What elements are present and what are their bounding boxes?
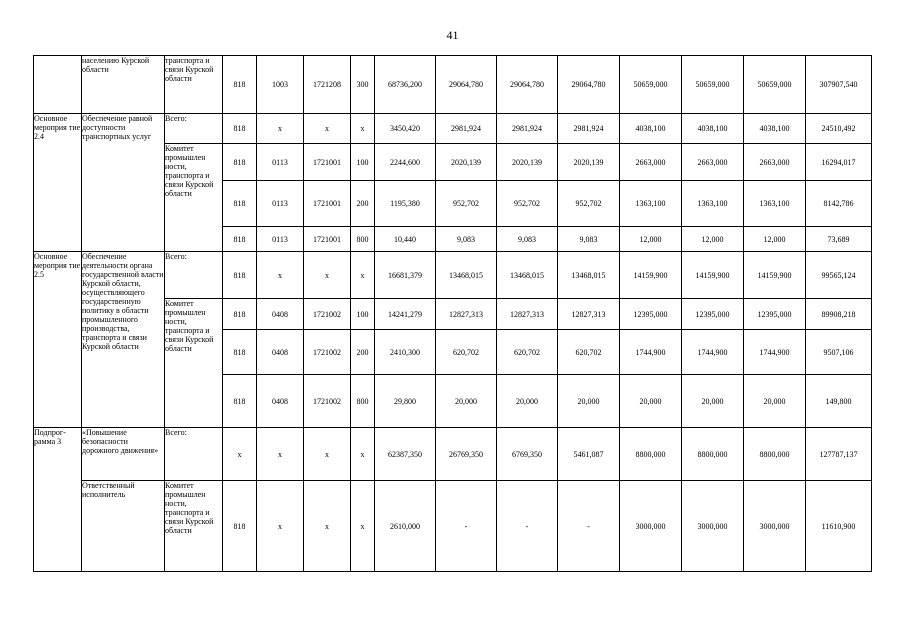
vr-cell: х xyxy=(351,252,375,299)
measure-cell xyxy=(34,56,82,114)
amount-cell: 50659,000 xyxy=(744,56,806,114)
amount-cell: 16681,379 xyxy=(375,252,436,299)
total-cell: 9507,106 xyxy=(806,330,872,375)
vr-cell: 200 xyxy=(351,181,375,227)
amount-cell: 2020,139 xyxy=(436,144,497,181)
vr-cell: х xyxy=(351,114,375,144)
amount-cell: 29064,780 xyxy=(436,56,497,114)
grbs-cell: 818 xyxy=(223,144,257,181)
amount-cell: 68736,200 xyxy=(375,56,436,114)
amount-cell: 10,440 xyxy=(375,227,436,252)
amount-cell: 2663,000 xyxy=(744,144,806,181)
amount-cell: 14241,279 xyxy=(375,299,436,330)
total-cell: 16294,017 xyxy=(806,144,872,181)
csr-cell: 1721002 xyxy=(304,375,351,428)
amount-cell: 20,000 xyxy=(744,375,806,428)
amount-cell: 29,800 xyxy=(375,375,436,428)
total-cell: 24510,492 xyxy=(806,114,872,144)
vr-cell: х xyxy=(351,481,375,572)
vr-cell: 100 xyxy=(351,299,375,330)
amount-cell: 1363,100 xyxy=(682,181,744,227)
amount-cell: 2981,924 xyxy=(436,114,497,144)
amount-cell: 1744,900 xyxy=(744,330,806,375)
table-row xyxy=(34,114,872,144)
amount-cell: 29064,780 xyxy=(497,56,558,114)
measure-cell: Подпрог- рамма 3 xyxy=(34,428,82,572)
amount-cell: 13468,015 xyxy=(436,252,497,299)
amount-cell: 12395,000 xyxy=(744,299,806,330)
vr-cell: х xyxy=(351,428,375,481)
grbs-cell: 818 xyxy=(223,299,257,330)
total-cell: 149,800 xyxy=(806,375,872,428)
amount-cell: 12827,313 xyxy=(497,299,558,330)
measure-name-cell: Обеспечение равной доступности транспортных услуг xyxy=(82,114,165,252)
csr-cell: х xyxy=(304,114,351,144)
vr-cell: 300 xyxy=(351,56,375,114)
measure-name-cell: населению Курской области xyxy=(82,56,165,114)
amount-cell: 2981,924 xyxy=(558,114,620,144)
amount-cell: 4038,100 xyxy=(682,114,744,144)
page-number: 41 xyxy=(446,28,459,42)
csr-cell: 1721001 xyxy=(304,144,351,181)
amount-cell: 20,000 xyxy=(558,375,620,428)
grbs-cell: 818 xyxy=(223,481,257,572)
amount-cell: 62387,350 xyxy=(375,428,436,481)
vr-cell: 200 xyxy=(351,330,375,375)
amount-cell: 3000,000 xyxy=(620,481,682,572)
csr-cell: 1721001 xyxy=(304,227,351,252)
executor-cell: Всего: xyxy=(165,252,223,299)
grbs-cell: 818 xyxy=(223,375,257,428)
amount-cell: 20,000 xyxy=(682,375,744,428)
amount-cell: 6769,350 xyxy=(497,428,558,481)
amount-cell: 2020,139 xyxy=(497,144,558,181)
executor-cell: Комитет промышлен ности, транспорта и связи Курской области xyxy=(165,144,223,252)
measure-name-cell: Ответственный исполнитель xyxy=(82,481,165,572)
vr-cell: 800 xyxy=(351,375,375,428)
amount-cell: 4038,100 xyxy=(744,114,806,144)
amount-cell: 12827,313 xyxy=(436,299,497,330)
csr-cell: 1721001 xyxy=(304,181,351,227)
amount-cell: 2410,300 xyxy=(375,330,436,375)
amount-cell: 8800,000 xyxy=(620,428,682,481)
csr-cell: х xyxy=(304,481,351,572)
amount-cell: 12,000 xyxy=(620,227,682,252)
amount-cell: 620,702 xyxy=(558,330,620,375)
amount-cell: 50659,000 xyxy=(620,56,682,114)
table-row xyxy=(34,481,872,572)
grbs-cell: 818 xyxy=(223,114,257,144)
csr-cell: 1721002 xyxy=(304,330,351,375)
amount-cell: 20,000 xyxy=(436,375,497,428)
rzpr-cell: х xyxy=(257,252,304,299)
amount-cell: 620,702 xyxy=(436,330,497,375)
amount-cell: 952,702 xyxy=(436,181,497,227)
amount-cell: - xyxy=(558,481,620,572)
rzpr-cell: 0408 xyxy=(257,330,304,375)
vr-cell: 800 xyxy=(351,227,375,252)
amount-cell: 20,000 xyxy=(497,375,558,428)
total-cell: 73,689 xyxy=(806,227,872,252)
rzpr-cell: х xyxy=(257,114,304,144)
amount-cell: 9,083 xyxy=(558,227,620,252)
amount-cell: 13468,015 xyxy=(558,252,620,299)
rzpr-cell: 0408 xyxy=(257,299,304,330)
amount-cell: 8800,000 xyxy=(744,428,806,481)
amount-cell: 2610,000 xyxy=(375,481,436,572)
amount-cell: 9,083 xyxy=(436,227,497,252)
rzpr-cell: х xyxy=(257,428,304,481)
amount-cell: 2981,924 xyxy=(497,114,558,144)
amount-cell: 952,702 xyxy=(558,181,620,227)
total-cell: 11610,900 xyxy=(806,481,872,572)
rzpr-cell: 0113 xyxy=(257,144,304,181)
amount-cell: 5461,087 xyxy=(558,428,620,481)
amount-cell: 14159,900 xyxy=(682,252,744,299)
table-row xyxy=(34,428,872,481)
total-cell: 127787,137 xyxy=(806,428,872,481)
amount-cell: 12,000 xyxy=(744,227,806,252)
amount-cell: 12395,000 xyxy=(682,299,744,330)
amount-cell: 1744,900 xyxy=(682,330,744,375)
grbs-cell: 818 xyxy=(223,252,257,299)
rzpr-cell: 0113 xyxy=(257,227,304,252)
grbs-cell: 818 xyxy=(223,181,257,227)
amount-cell: - xyxy=(497,481,558,572)
csr-cell: х xyxy=(304,252,351,299)
amount-cell: - xyxy=(436,481,497,572)
amount-cell: 8800,000 xyxy=(682,428,744,481)
table-row xyxy=(34,56,872,114)
csr-cell: 1721002 xyxy=(304,299,351,330)
amount-cell: 20,000 xyxy=(620,375,682,428)
budget-table xyxy=(33,55,872,572)
amount-cell: 2020,139 xyxy=(558,144,620,181)
total-cell: 99565,124 xyxy=(806,252,872,299)
amount-cell: 26769,350 xyxy=(436,428,497,481)
measure-cell: Основное мероприя тие 2.4 xyxy=(34,114,82,252)
executor-cell: Всего: xyxy=(165,428,223,481)
amount-cell: 13468,015 xyxy=(497,252,558,299)
amount-cell: 9,083 xyxy=(497,227,558,252)
amount-cell: 1744,900 xyxy=(620,330,682,375)
rzpr-cell: 0113 xyxy=(257,181,304,227)
amount-cell: 3000,000 xyxy=(744,481,806,572)
amount-cell: 12,000 xyxy=(682,227,744,252)
amount-cell: 620,702 xyxy=(497,330,558,375)
rzpr-cell: 0408 xyxy=(257,375,304,428)
rzpr-cell: х xyxy=(257,481,304,572)
amount-cell: 29064,780 xyxy=(558,56,620,114)
amount-cell: 3000,000 xyxy=(682,481,744,572)
executor-cell: транспорта и связи Курской области xyxy=(165,56,223,114)
csr-cell: х xyxy=(304,428,351,481)
amount-cell: 1195,380 xyxy=(375,181,436,227)
total-cell: 89908,218 xyxy=(806,299,872,330)
amount-cell: 12395,000 xyxy=(620,299,682,330)
csr-cell: 1721208 xyxy=(304,56,351,114)
amount-cell: 952,702 xyxy=(497,181,558,227)
grbs-cell: 818 xyxy=(223,330,257,375)
amount-cell: 2663,000 xyxy=(682,144,744,181)
grbs-cell: х xyxy=(223,428,257,481)
amount-cell: 1363,100 xyxy=(744,181,806,227)
amount-cell: 4038,100 xyxy=(620,114,682,144)
measure-name-cell: «Повышение безопасности дорожного движения» xyxy=(82,428,165,481)
amount-cell: 2663,000 xyxy=(620,144,682,181)
total-cell: 307907,540 xyxy=(806,56,872,114)
measure-name-cell: Обеспечение деятельности органа государственной власти Курской области, осуществляющего государственную политику в области промышленного производства, транспорта и связи Курской области xyxy=(82,252,165,428)
amount-cell: 50659,000 xyxy=(682,56,744,114)
grbs-cell: 818 xyxy=(223,56,257,114)
total-cell: 8142,786 xyxy=(806,181,872,227)
amount-cell: 2244,600 xyxy=(375,144,436,181)
executor-cell: Комитет промышлен ности, транспорта и связи Курской области xyxy=(165,299,223,428)
executor-cell: Всего: xyxy=(165,114,223,144)
executor-cell: Комитет промышлен ности, транспорта и связи Курской области xyxy=(165,481,223,572)
amount-cell: 14159,900 xyxy=(620,252,682,299)
measure-cell: Основное мероприя тие 2.5 xyxy=(34,252,82,428)
amount-cell: 14159,900 xyxy=(744,252,806,299)
amount-cell: 3450,420 xyxy=(375,114,436,144)
rzpr-cell: 1003 xyxy=(257,56,304,114)
grbs-cell: 818 xyxy=(223,227,257,252)
vr-cell: 100 xyxy=(351,144,375,181)
amount-cell: 1363,100 xyxy=(620,181,682,227)
table-row xyxy=(34,252,872,299)
amount-cell: 12827,313 xyxy=(558,299,620,330)
